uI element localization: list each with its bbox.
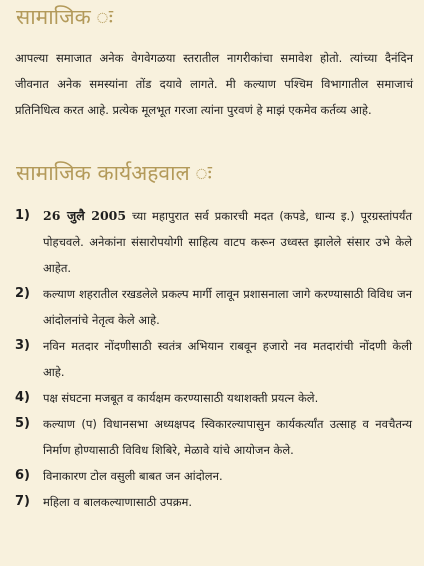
item-number: 4) — [15, 390, 30, 405]
list-item — [0, 463, 424, 489]
intro-paragraph: आपल्या समाजात अनेक वेगवेगळया स्तरातील नागरीकांचा समावेश होतो. त्यांच्या दैनंदिन जीवनात अनेक समस्यांना तोंड दयावे लागते. मी कल्याण पश्चिम विभागातील समाजाचं प्रतिनिधित्व करत आहे. प्रत्येक मूलभूत गरजा त्यांना पुरवणं हे माझं एकमेव कर्तव्य आहे. — [15, 51, 413, 117]
list-item — [0, 203, 424, 281]
section-heading-social: सामाजिक ः — [16, 5, 113, 29]
item-number: 5) — [15, 416, 30, 431]
item-text: कल्याण शहरातील रखडलेले प्रकल्प मार्गी लावून प्रशासनाला जागे करण्यासाठी विविध जन आंदोलनांचे नेतृत्व केले आहे. — [43, 287, 412, 327]
list-item — [0, 489, 424, 515]
item-number: 1) — [15, 208, 30, 223]
item-number: 2) — [15, 286, 30, 301]
item-date: 26 जुलै 2005 — [43, 208, 127, 223]
list-item — [0, 333, 424, 385]
item-text: च्या महापुरात सर्व प्रकारची मदत (कपडे, धान्य इ.) पूरग्रस्तांपर्यंत पोहचवले. अनेकांना संसारोपयोगी साहित्य वाटप करून उध्वस्त झालेले संसार उभे केले आहेत. — [43, 209, 412, 275]
item-text: विनाकारण टोल वसुली बाबत जन आंदोलन. — [43, 469, 223, 483]
item-number: 3) — [15, 338, 30, 353]
report-list — [0, 203, 424, 515]
item-text: पक्ष संघटना मजबूत व कार्यक्षम करण्यासाठी यथाशक्ती प्रयत्न केले. — [43, 391, 319, 405]
item-number: 6) — [15, 468, 30, 483]
item-text: नविन मतदार नोंदणीसाठी स्वतंत्र अभियान राबवून हजारो नव मतदारांची नोंदणी केली आहे. — [43, 339, 412, 379]
item-text: कल्याण (प) विधानसभा अध्यक्षपद स्विकारल्यापासुन कार्यकर्त्यांत उत्साह व नवचैतन्य निर्माण होण्यासाठी विविध शिबिरे, मेळावे यांचे आयोजन केले. — [43, 417, 412, 457]
list-item — [0, 385, 424, 411]
section-heading-social-report: सामाजिक कार्यअहवाल ः — [16, 161, 212, 185]
item-text: महिला व बालकल्याणासाठी उपक्रम. — [43, 495, 193, 509]
list-item — [0, 281, 424, 333]
list-item — [0, 411, 424, 463]
item-number: 7) — [15, 494, 30, 509]
